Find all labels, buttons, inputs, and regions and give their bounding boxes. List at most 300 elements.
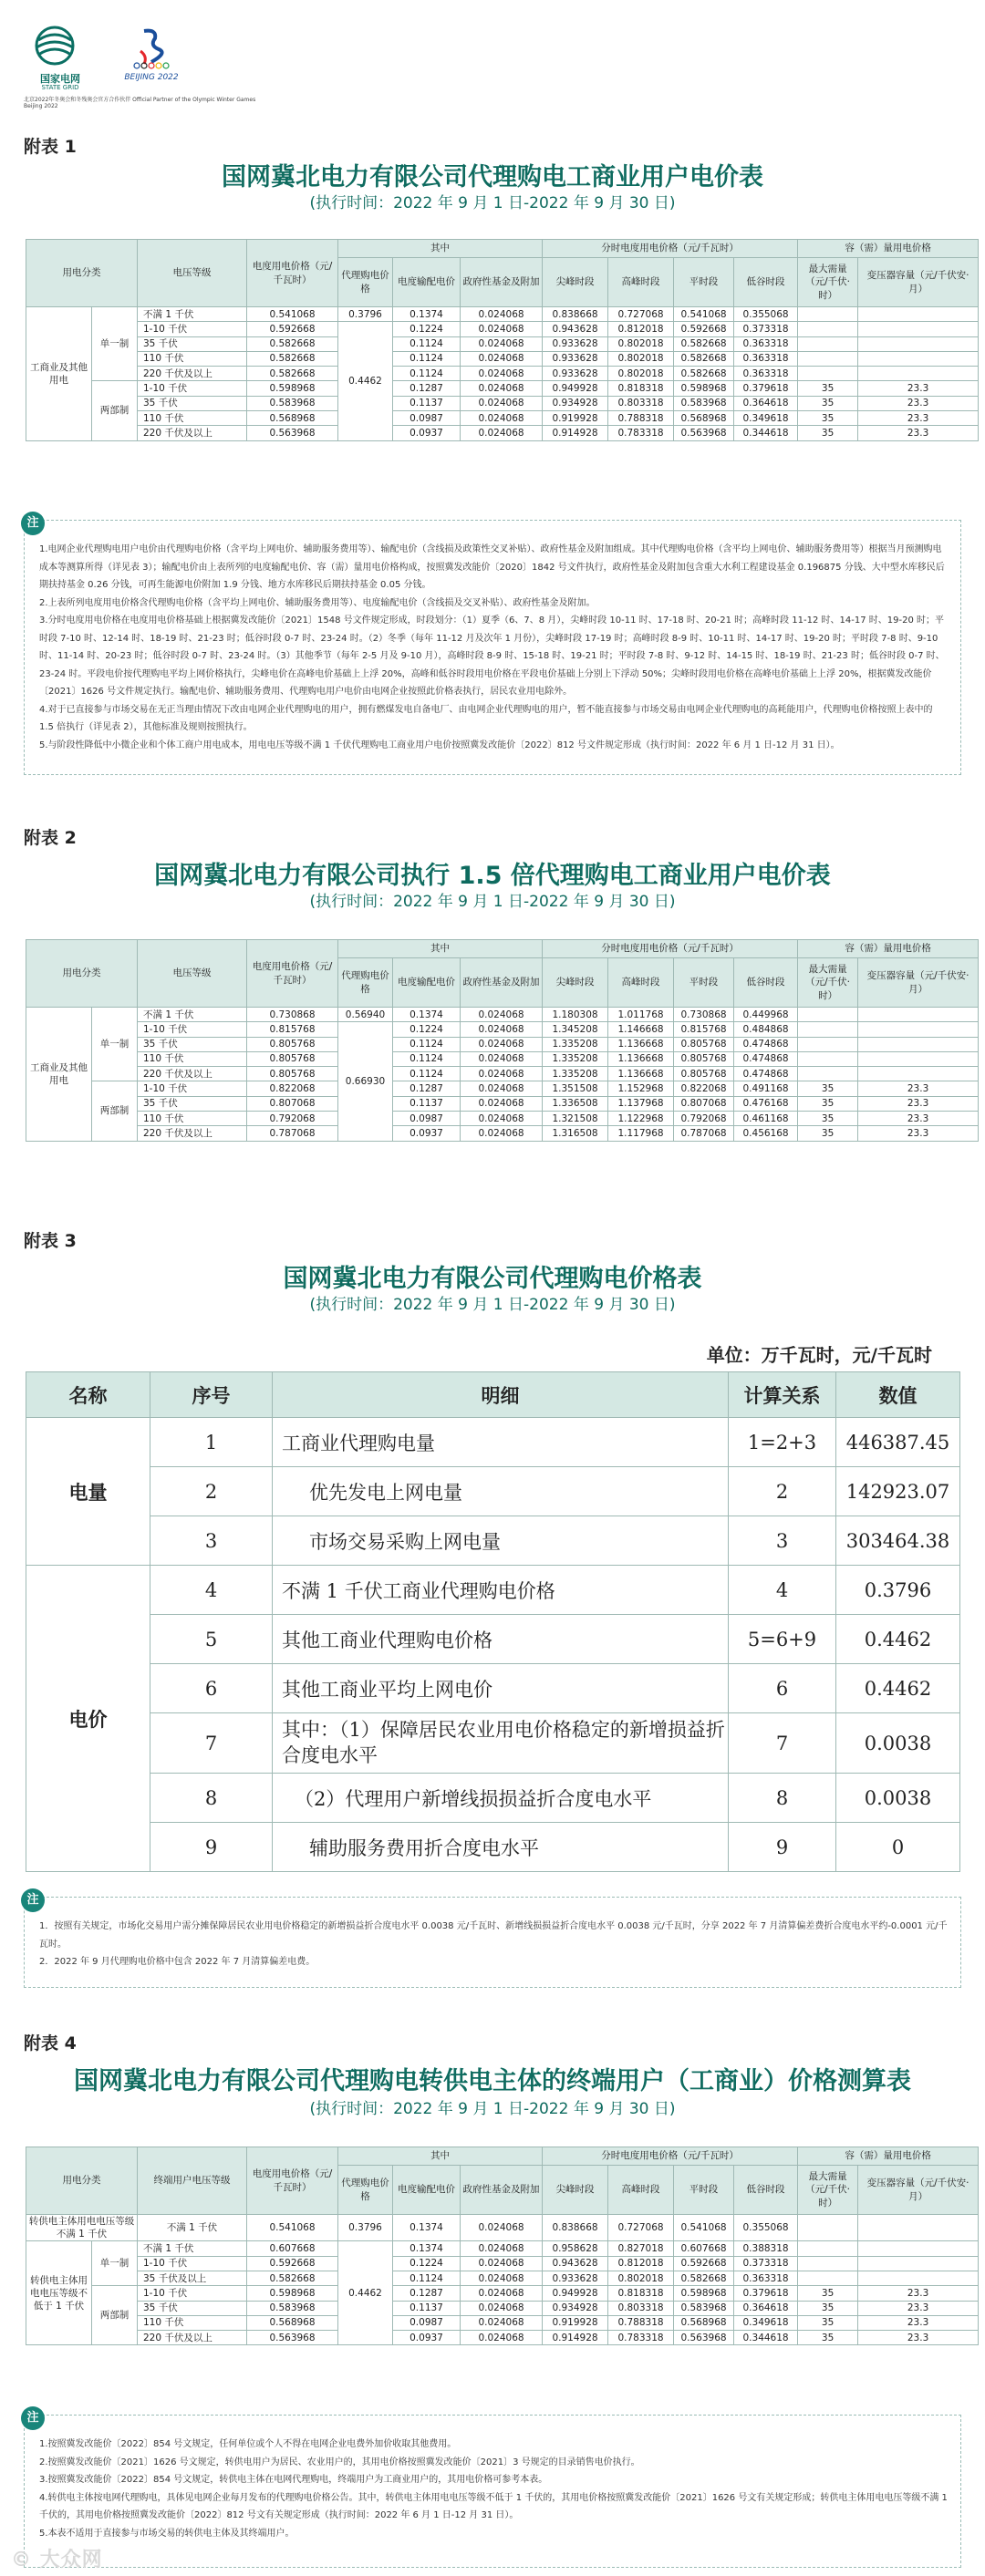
table-cell: 两部制	[92, 2286, 138, 2345]
th-name: 名称	[26, 1372, 150, 1418]
table-cell: 0.024068	[461, 1008, 543, 1022]
table-cell: 110 千伏	[138, 1112, 247, 1126]
watermark: © 大众网	[11, 2549, 103, 2571]
table-cell: 1.351508	[543, 1081, 608, 1096]
th-peak: 尖峰时段	[543, 2166, 608, 2215]
table-cell: 0.802018	[608, 367, 674, 381]
table-cell	[798, 1022, 858, 1037]
table-row	[26, 2241, 979, 2256]
table-row	[26, 1713, 960, 1774]
th-high: 高峰时段	[608, 958, 674, 1008]
table-cell: 0.484868	[734, 1022, 798, 1037]
table-cell: 0.4462	[836, 1615, 960, 1664]
table-cell: 0	[836, 1823, 960, 1872]
table-cell: 0.568968	[247, 2315, 338, 2330]
table-cell: 35	[798, 2331, 858, 2345]
table-cell: 35	[798, 2301, 858, 2315]
table-cell: 0.363318	[734, 367, 798, 381]
th-peak: 尖峰时段	[543, 958, 608, 1008]
table-cell: 市场交易采购上网电量	[273, 1516, 729, 1566]
table-cell: 1.117968	[608, 1126, 674, 1141]
th-value: 数值	[836, 1372, 960, 1418]
table-cell: 0.583968	[247, 396, 338, 410]
table-row	[26, 336, 979, 351]
table-cell: 0.934928	[543, 396, 608, 410]
th-flat: 平时段	[674, 958, 734, 1008]
table-row	[26, 1664, 960, 1713]
table-cell: 0.3796	[836, 1566, 960, 1615]
table-row	[26, 1051, 979, 1066]
table-cell: 110 千伏	[138, 351, 247, 366]
table-cell: 0.388318	[734, 2241, 798, 2256]
table-row	[26, 1467, 960, 1516]
th-tou: 分时电度用电价格（元/千瓦时）	[543, 940, 798, 958]
table-cell: 35	[798, 1112, 858, 1126]
table-cell: 0.379618	[734, 2286, 798, 2301]
table-cell: 0.1124	[393, 2271, 461, 2285]
table-cell: 0.598968	[247, 381, 338, 396]
th-tou: 分时电度用电价格（元/千瓦时）	[543, 2147, 798, 2166]
table-cell: 3	[150, 1516, 273, 1566]
note-item: 1.按照冀发改能价〔2022〕854 号文规定，任何单位或个人不得在电网企业电费外加价收取其他费用。	[39, 2439, 457, 2449]
table-cell: 0.607668	[247, 2241, 338, 2256]
table-cell: （2）代理用户新增线损损益折合度电水平	[273, 1774, 729, 1823]
table-cell: 0.787068	[674, 1126, 734, 1141]
table-row	[26, 322, 979, 336]
table-cell	[858, 307, 979, 322]
table-row	[26, 1516, 960, 1566]
th-category: 用电分类	[26, 240, 138, 307]
table-cell: 单一制	[92, 307, 138, 381]
table-cell: 23.3	[858, 1081, 979, 1096]
table-cell: 4	[150, 1566, 273, 1615]
table-cell: 0.933628	[543, 2271, 608, 2285]
table-cell: 0.607668	[674, 2241, 734, 2256]
table-cell: 35	[798, 2315, 858, 2330]
table-row	[26, 1126, 979, 1141]
table-cell: 35	[798, 2286, 858, 2301]
table-cell: 0.0987	[393, 2315, 461, 2330]
table-cell: 0.024068	[461, 411, 543, 426]
table-cell: 单一制	[92, 2241, 138, 2286]
table1-label: 附表 1	[24, 137, 77, 157]
table-cell: 0.024068	[461, 1067, 543, 1081]
table-cell: 6	[150, 1664, 273, 1713]
table-cell: 0.1124	[393, 336, 461, 351]
table-cell: 0.592668	[247, 2256, 338, 2271]
table-cell: 0.024068	[461, 1037, 543, 1051]
table-cell: 5	[150, 1615, 273, 1664]
table-cell: 303464.38	[836, 1516, 960, 1566]
table3-label: 附表 3	[24, 1231, 77, 1251]
table-cell: 0.933628	[543, 367, 608, 381]
table-cell: 0.456168	[734, 1126, 798, 1141]
table-cell: 0.364618	[734, 2301, 798, 2315]
table-cell: 1.011768	[608, 1008, 674, 1022]
table-cell: 转供电主体用电电压等级不低于 1 千伏	[26, 2241, 92, 2345]
table-cell: 0.807068	[247, 1096, 338, 1111]
table-cell: 0.0987	[393, 1112, 461, 1126]
table-cell: 0.568968	[674, 411, 734, 426]
table1-subtitle: (执行时间：2022 年 9 月 1 日-2022 年 9 月 30 日)	[309, 194, 676, 212]
table-cell	[858, 2215, 979, 2241]
table-cell: 8	[729, 1774, 836, 1823]
th-voltage: 电压等级	[138, 240, 247, 307]
table-cell: 7	[729, 1713, 836, 1774]
th-transformer: 变压器容量（元/千伏安·月）	[858, 2166, 979, 2215]
table-row	[26, 1008, 979, 1022]
table-cell: 0.4462	[836, 1664, 960, 1713]
table-row	[26, 396, 979, 410]
table-cell	[798, 1067, 858, 1081]
note-item: 1.电网企业代理购电用户电价由代理购电价格（含平均上网电价、辅助服务费用等）、输配电价（含线损及政策性交叉补贴）、政府性基金及附加组成。其中代理购电价格（含平均上网电价、辅助服务费用等）根据当月预测购电成本等测算所得（详见表 3）；输配电价由上表所列的电度输配电价、容（需）量用电价格构成，按照冀发改能价〔2020〕1842 号文件执行，政府性基金及附加包含重大水利工程建设基金 0.196875 分钱、大中型水库移民后期扶持基金 0.26 分钱，可再生能源电价附加 1.9 分钱、地方水库移民后期扶持基金 0.05 分钱。	[39, 544, 945, 590]
table4-title: 国网冀北电力有限公司代理购电转供电主体的终端用户（工商业）价格测算表	[74, 2067, 911, 2095]
table-cell: 工商业及其他用电	[26, 307, 92, 441]
table-cell: 142923.07	[836, 1467, 960, 1516]
table-cell: 0.4462	[338, 322, 393, 440]
note-item: 2.上表所列电度用电价格含代理购电价格（含平均上网电价、辅助服务费用等）、电度输配电价（含线损及交叉补贴）、政府性基金及附加。	[39, 597, 596, 608]
table-cell: 单一制	[92, 1008, 138, 1081]
table-cell	[798, 367, 858, 381]
table-cell: 0.583968	[674, 396, 734, 410]
table-cell: 0.0937	[393, 426, 461, 440]
table-cell: 0.024068	[461, 367, 543, 381]
table-cell: 1.152968	[608, 1081, 674, 1096]
th-peak: 尖峰时段	[543, 258, 608, 307]
table-cell: 0.582668	[247, 2271, 338, 2285]
table-cell: 0.727068	[608, 2215, 674, 2241]
th-seq: 序号	[150, 1372, 273, 1418]
table-cell: 0.024068	[461, 2215, 543, 2241]
table2-label: 附表 2	[24, 828, 77, 848]
note-item: 2.按照冀发改能价〔2021〕1626 号文规定，转供电用户为居民、农业用户的，其用电价格按照冀发改能价〔2021〕3 号规定的目录销售电价执行。	[39, 2457, 640, 2467]
table-cell: 23.3	[858, 2331, 979, 2345]
table-cell: 0.474868	[734, 1051, 798, 1066]
table-row	[26, 1067, 979, 1081]
table-cell: 5=6+9	[729, 1615, 836, 1664]
partner-footnote: 北京2022年冬奥会和冬残奥会官方合作伙伴 Official Partner of the Olympic Winter Games Beijing 2022	[24, 97, 256, 109]
table-cell: 0.024068	[461, 396, 543, 410]
table-cell	[858, 1037, 979, 1051]
table-cell: 1	[150, 1418, 273, 1467]
table-cell: 35 千伏及以上	[138, 2271, 247, 2285]
table-cell: 0.582668	[247, 336, 338, 351]
table-cell: 不满 1 千伏工商业代理购电价格	[273, 1566, 729, 1615]
table-cell: 工商业及其他用电	[26, 1008, 92, 1142]
table-cell: 0.807068	[674, 1096, 734, 1111]
table-cell: 23.3	[858, 396, 979, 410]
table-cell	[798, 2215, 858, 2241]
table-cell: 0.812018	[608, 2256, 674, 2271]
table-cell: 0.805768	[674, 1067, 734, 1081]
table-cell: 0.1287	[393, 381, 461, 396]
table-cell: 0.0038	[836, 1774, 960, 1823]
note-item: 3.分时电度用电价格在电度用电价格基础上根据冀发改能价〔2021〕1548 号文件规定形成，时段划分：（1）夏季（6、7、8 月），尖峰时段 10-11 时、17-18 时、20-21 时；高峰时段 11-12 时、14-17 时、19-20 时；平时段 7-10 时、12-14 时、18-19 时、21-23 时；低谷时段 0-7 时、23-24 时。（2）冬季（每年 11-12 月及次年 1 月份），尖峰时段 17-19 时；高峰时段 8-9 时、10-11 时、14-17 时、19-20 时；平时段 7-8 时、9-10 时、11-14 时、20-23 时；低谷时段 0-7 时、23-24 时。（3）其他季节（每年 2-5 月及 9-10 月），高峰时段 8-9 时、15-18 时、19-21 时；平时段 7-8 时、9-12 时、14-15 时、18-19 时、21-23 时；低谷时段 0-7 时、23-24 时。平段电价按代理购电平均上网价格执行，尖峰电价在高峰电价基础上上浮 20%，高峰和低谷时段用电价格在平段电价基础上分别上下浮动 50%；尖峰时段用电价格在高峰电价基础上上浮 20%，根据冀发改能价〔2021〕1626 号文件规定执行。输配电价、辅助服务费用、代理购电用户电价由电网企业按照此价格表执行，居民农业用电除外。	[39, 616, 945, 697]
table-cell: 0.1287	[393, 2286, 461, 2301]
state-grid-logo-icon	[27, 26, 82, 69]
table-cell: 0.3796	[338, 2215, 393, 2241]
table-cell: 0.933628	[543, 351, 608, 366]
table-cell: 0.373318	[734, 2256, 798, 2271]
table-cell: 两部制	[92, 381, 138, 440]
table-row	[26, 367, 979, 381]
th-high: 高峰时段	[608, 258, 674, 307]
th-among: 其中	[338, 2147, 543, 2166]
th-purchase-price: 电度用电价格（元/千瓦时）	[247, 2147, 338, 2215]
table-cell: 0.474868	[734, 1067, 798, 1081]
table-cell: 电价	[26, 1566, 150, 1872]
state-grid-name: 国家电网	[40, 73, 80, 85]
table-cell: 1-10 千伏	[138, 322, 247, 336]
table-cell	[858, 2256, 979, 2271]
th-low: 低谷时段	[734, 2166, 798, 2215]
table-cell: 35	[798, 1096, 858, 1111]
table-cell: 1.136668	[608, 1067, 674, 1081]
th-purchase-price: 电度用电价格（元/千瓦时）	[247, 240, 338, 307]
th-flat: 平时段	[674, 2166, 734, 2215]
note-item: 1．按照有关规定，市场化交易用户需分摊保障居民农业用电价格稳定的新增损益折合度电水平 0.0038 元/千瓦时、新增线损损益折合度电水平 0.0038 元/千瓦时，分享 2022 年 7 月清算偏差费折合度电水平约-0.0001 元/千瓦时。	[39, 1921, 948, 1950]
th-term-voltage: 终端用户电压等级	[138, 2147, 247, 2215]
table-cell: 0.1374	[393, 1008, 461, 1022]
table-cell: 0.787068	[247, 1126, 338, 1141]
table-row	[26, 2286, 979, 2301]
table-cell	[798, 1051, 858, 1066]
th-among: 其中	[338, 940, 543, 958]
table-cell	[858, 336, 979, 351]
table-cell: 0.1224	[393, 322, 461, 336]
table-cell: 0.355068	[734, 2215, 798, 2241]
table-row	[26, 1418, 960, 1467]
th-trans: 电度输配电价	[393, 2166, 461, 2215]
table-cell: 0.568968	[247, 411, 338, 426]
table-cell: 0.024068	[461, 2315, 543, 2330]
table-cell: 0.815768	[247, 1022, 338, 1037]
table-cell	[858, 322, 979, 336]
table-cell	[858, 1067, 979, 1081]
table-cell: 0.838668	[543, 2215, 608, 2241]
table-cell: 其他工商业平均上网电价	[273, 1664, 729, 1713]
table-row	[26, 307, 979, 322]
th-capacity: 容（需）量用电价格	[798, 2147, 979, 2166]
table-cell: 0.541068	[674, 307, 734, 322]
table-cell: 0.783318	[608, 426, 674, 440]
table-cell: 35	[798, 411, 858, 426]
table-cell: 3	[729, 1516, 836, 1566]
table-cell	[858, 1051, 979, 1066]
table-cell: 0.803318	[608, 2301, 674, 2315]
table-cell: 0.730868	[247, 1008, 338, 1022]
table-cell: 110 千伏	[138, 2315, 247, 2330]
table-cell: 0.803318	[608, 396, 674, 410]
table-cell: 0.1374	[393, 307, 461, 322]
table-cell: 0.0937	[393, 2331, 461, 2345]
table1	[26, 239, 979, 441]
th-max-demand: 最大需量（元/千伏·时）	[798, 258, 858, 307]
table-cell: 1.336508	[543, 1096, 608, 1111]
table-cell: 0.024068	[461, 2286, 543, 2301]
table-cell: 23.3	[858, 2286, 979, 2301]
table-cell: 1.335208	[543, 1067, 608, 1081]
table-cell: 1.335208	[543, 1051, 608, 1066]
table-cell: 0.56940	[338, 1008, 393, 1022]
th-relation: 计算关系	[729, 1372, 836, 1418]
table3-subtitle: (执行时间：2022 年 9 月 1 日-2022 年 9 月 30 日)	[309, 1296, 676, 1314]
table-cell: 0.582668	[247, 367, 338, 381]
table-cell: 0.476168	[734, 1096, 798, 1111]
table-cell: 35 千伏	[138, 336, 247, 351]
table-cell: 0.822068	[674, 1081, 734, 1096]
table-cell: 220 千伏及以上	[138, 1126, 247, 1141]
th-tou: 分时电度用电价格（元/千瓦时）	[543, 240, 798, 258]
table-cell: 0.812018	[608, 322, 674, 336]
table-cell	[798, 307, 858, 322]
table-cell: 0.024068	[461, 307, 543, 322]
note-icon: 注	[21, 512, 45, 535]
table-cell: 0.024068	[461, 1081, 543, 1096]
table2	[26, 939, 979, 1142]
table-cell: 23.3	[858, 411, 979, 426]
table-cell: 2	[150, 1467, 273, 1516]
table-cell: 0.541068	[674, 2215, 734, 2241]
table-cell: 1-10 千伏	[138, 381, 247, 396]
table-cell: 35	[798, 426, 858, 440]
table-row	[26, 2315, 979, 2330]
table-cell: 0.563968	[674, 426, 734, 440]
table-cell: 1-10 千伏	[138, 2286, 247, 2301]
table-row	[26, 1096, 979, 1111]
table-cell: 不满 1 千伏	[138, 1008, 247, 1022]
table-row	[26, 2256, 979, 2271]
table2-title: 国网冀北电力有限公司执行 1.5 倍代理购电工商业用户电价表	[154, 862, 831, 890]
table-cell: 0.1374	[393, 2215, 461, 2241]
table-cell: 0.592668	[247, 322, 338, 336]
note-icon: 注	[21, 2406, 45, 2430]
table-cell: 1.180308	[543, 1008, 608, 1022]
table3-unit: 单位：万千瓦时，元/千瓦时	[706, 1344, 932, 1366]
table-cell: 0.1124	[393, 367, 461, 381]
table-cell: 23.3	[858, 1096, 979, 1111]
th-low: 低谷时段	[734, 258, 798, 307]
table-cell: 0.024068	[461, 351, 543, 366]
table-cell: 23.3	[858, 2315, 979, 2330]
table-cell: 220 千伏及以上	[138, 426, 247, 440]
table-cell: 优先发电上网电量	[273, 1467, 729, 1516]
table-cell	[798, 1008, 858, 1022]
table-cell: 0.344618	[734, 2331, 798, 2345]
state-grid-name-en: STATE GRID	[41, 84, 79, 91]
table-cell: 0.727068	[608, 307, 674, 322]
th-purchase-price: 电度用电价格（元/千瓦时）	[247, 940, 338, 1008]
table-cell: 两部制	[92, 1081, 138, 1141]
note-icon: 注	[21, 1888, 45, 1912]
table-cell: 0.805768	[247, 1051, 338, 1066]
table3-title: 国网冀北电力有限公司代理购电价格表	[283, 1265, 702, 1293]
table-cell: 0.363318	[734, 2271, 798, 2285]
table-cell	[798, 2241, 858, 2256]
table-cell	[798, 1037, 858, 1051]
beijing-2022-text: BEIJING 2022	[124, 73, 179, 82]
table-cell: 0.1124	[393, 351, 461, 366]
table-cell	[858, 2271, 979, 2285]
table-cell: 0.783318	[608, 2331, 674, 2345]
table-cell: 不满 1 千伏	[138, 307, 247, 322]
note-item: 4.对于已直接参与市场交易在无正当理由情况下改由电网企业代理购电的用户，拥有燃煤发电自备电厂、由电网企业代理购电的用户，暂不能直接参与市场交易由电网企业代理购电的高耗能用户，代理购电价格按照上表中的 1.5 倍执行（详见表 2），其他标准及规则按照执行。	[39, 704, 933, 732]
table-cell: 0.827018	[608, 2241, 674, 2256]
table-cell: 0.024068	[461, 381, 543, 396]
table-cell: 0.461168	[734, 1112, 798, 1126]
table-cell: 0.373318	[734, 322, 798, 336]
table-cell: 1.316508	[543, 1126, 608, 1141]
table-cell: 0.582668	[674, 367, 734, 381]
table-cell: 1.122968	[608, 1112, 674, 1126]
table-cell	[858, 351, 979, 366]
table-cell: 0.024068	[461, 2241, 543, 2256]
table-cell: 0.958628	[543, 2241, 608, 2256]
table-cell: 35 千伏	[138, 1037, 247, 1051]
table-cell: 0.838668	[543, 307, 608, 322]
table-cell: 0.582668	[674, 2271, 734, 2285]
table-row	[26, 2271, 979, 2285]
table-cell: 0.1137	[393, 2301, 461, 2315]
table-cell: 工商业代理购电量	[273, 1418, 729, 1467]
table-cell: 0.355068	[734, 307, 798, 322]
th-high: 高峰时段	[608, 2166, 674, 2215]
table-cell: 0.583968	[674, 2301, 734, 2315]
table-cell: 23.3	[858, 1112, 979, 1126]
beijing-2022-emblem-icon	[124, 26, 179, 69]
table-cell: 0.344618	[734, 426, 798, 440]
table-row	[26, 1774, 960, 1823]
table-cell: 0.805768	[674, 1051, 734, 1066]
table-cell: 0.805768	[247, 1037, 338, 1051]
table-cell: 0.1124	[393, 1037, 461, 1051]
th-trans: 电度输配电价	[393, 258, 461, 307]
th-trans: 电度输配电价	[393, 958, 461, 1008]
th-agency: 代理购电价格	[338, 258, 393, 307]
table-cell: 0.805768	[674, 1037, 734, 1051]
table-cell: 0.541068	[247, 2215, 338, 2241]
note-item: 2．2022 年 9 月代理购电价格中包含 2022 年 7 月清算偏差电费。	[39, 1957, 316, 1967]
table-cell: 0.024068	[461, 1096, 543, 1111]
table-cell: 0.802018	[608, 2271, 674, 2285]
table-cell	[858, 367, 979, 381]
table-cell: 0.379618	[734, 381, 798, 396]
table-cell: 0.024068	[461, 322, 543, 336]
note-item: 5.本表不适用于直接参与市场交易的转供电主体及其终端用户。	[39, 2528, 295, 2539]
table-cell: 0.0038	[836, 1713, 960, 1774]
table-cell: 0.792068	[247, 1112, 338, 1126]
table-cell: 0.66930	[338, 1022, 393, 1141]
th-fund: 政府性基金及附加	[461, 258, 543, 307]
table-cell: 0.914928	[543, 426, 608, 440]
table-cell: 0.563968	[247, 426, 338, 440]
table-cell: 35 千伏	[138, 2301, 247, 2315]
table-cell: 23.3	[858, 426, 979, 440]
table-cell	[798, 2256, 858, 2271]
table-cell: 0.592668	[674, 322, 734, 336]
header-logos	[24, 26, 261, 108]
table-cell: 0.933628	[543, 336, 608, 351]
table-row	[26, 1112, 979, 1126]
table-cell: 0.818318	[608, 381, 674, 396]
table-cell: 35	[798, 381, 858, 396]
table-cell: 0.582668	[247, 351, 338, 366]
table-cell: 0.598968	[674, 381, 734, 396]
table-cell: 0.024068	[461, 2301, 543, 2315]
table-cell: 不满 1 千伏	[138, 2215, 247, 2241]
table-cell: 1.321508	[543, 1112, 608, 1126]
table-cell: 0.024068	[461, 1051, 543, 1066]
